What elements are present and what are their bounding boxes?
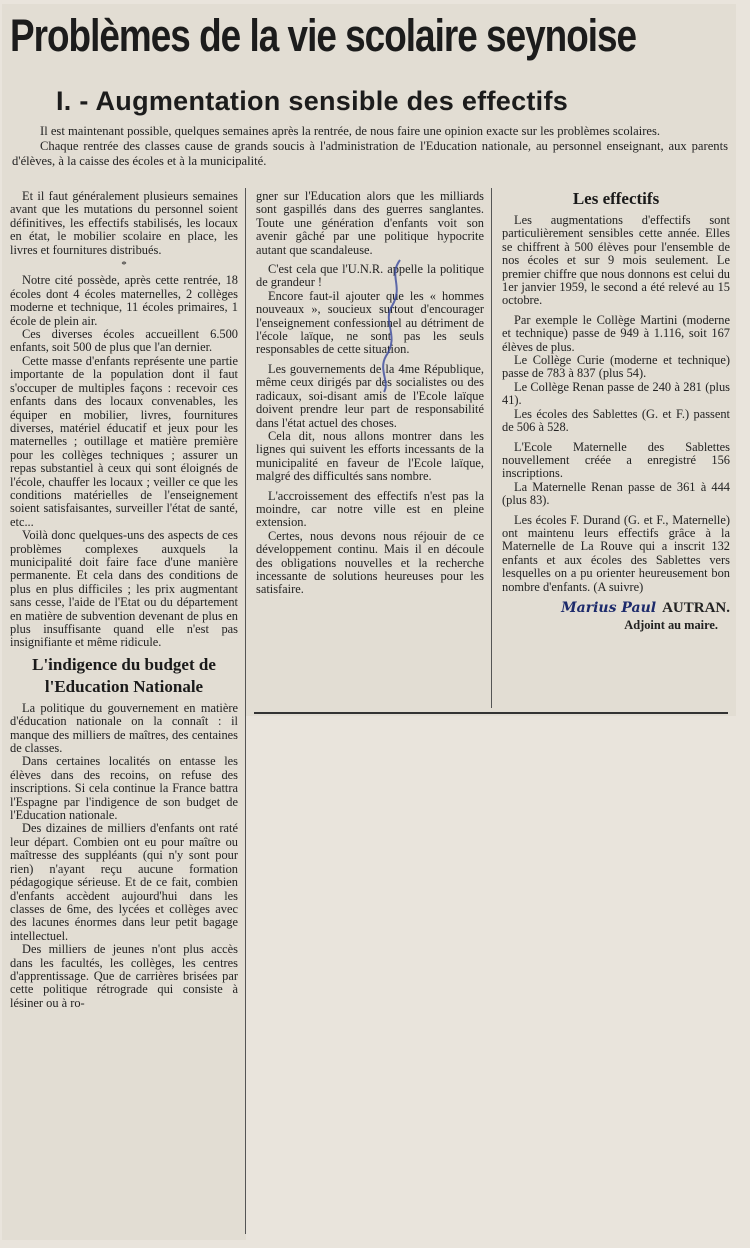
paragraph: Des dizaines de milliers d'enfants ont raté leur départ. Combien ont eu pour maître ou maîtresse des suppléants (qui n'y sont pour rien) n'ayant reçu aucune formation pédagogique sérieuse. Et de ce fait, combien d'enfants accèdent aujourd'hui dans les classes de 6me, des lycées et collèges avec des lacunes énormes dans leur petit bagage intellectuel. — [10, 821, 238, 943]
column-rule — [491, 188, 492, 708]
paragraph: Le Collège Renan passe de 240 à 281 (plus 41). — [502, 379, 730, 408]
paragraph: La politique du gouvernement en matière d'éducation nationale on la connaît : il manque des milliers de maîtres, des centaines de classes. — [10, 700, 238, 756]
bottom-rule — [254, 712, 728, 714]
paragraph: Le Collège Curie (moderne et technique) passe de 783 à 837 (plus 54). — [502, 353, 730, 381]
paragraph: Cette masse d'enfants représente une partie importante de la population dont il faut s'occuper de multiples façons : recevoir ces enfants dans des locaux convenables, les équiper en mobilier, livres, fournitures diverses, matériel éducatif et jeux pour les maternelles ; outillage et matière première pour les collèges techniques ; assurer un repas substantiel à ceux qui sont éloignés de l'école, chauffer les locaux ; veiller ce que les conditions matérielles de l'enseignement soient satisfaisantes, surveiller l'état de santé, etc... — [10, 353, 238, 529]
paragraph: Ces diverses écoles accueillent 6.500 enfants, soit 500 de plus que l'an dernier. — [10, 327, 238, 355]
paragraph: Et il faut généralement plusieurs semaines avant que les mutations du personnel soient définitives, les effectifs stabilisés, les locaux en état, le mobilier scolaire en place, les livres et fournitures distribués. — [10, 189, 238, 257]
article-headline: Problèmes de la vie scolaire seynoise — [10, 10, 637, 61]
continued-note: (A suivre) — [593, 579, 644, 594]
paragraph: Les gouvernements de la 4me République, même ceux dirigés par des socialistes ou des radicaux, soi-disant amis de l'Ecole laïque doivent prendre leur part de responsabilité dans l'état actuel des choses. — [256, 361, 484, 430]
section-heading: Les effectifs — [572, 189, 660, 208]
paragraph: Cela dit, nous allons montrer dans les lignes qui suivent les efforts incessants de la municipalité en faveur de l'Ecole laïque, malgré des difficultés sans nombre. — [256, 428, 484, 484]
intro-paragraph: Il est maintenant possible, quelques semaines après la rentrée, de nous faire une opinion exacte sur les problèmes scolaires. — [40, 124, 661, 138]
section-heading: L'indigence du budget de l'Education Nationale — [32, 654, 216, 696]
paragraph: La Maternelle Renan passe de 361 à 444 (plus 83). — [502, 479, 730, 508]
signature-name: AUTRAN. — [662, 599, 730, 616]
column-3 — [502, 184, 730, 633]
paragraph: L'Ecole Maternelle des Sablettes nouvellement créée a enregistré 156 inscriptions. — [502, 439, 730, 481]
paragraph: Encore faut-il ajouter que les « hommes nouveaux », soucieux surtout d'encourager l'enseignement confessionnel au détriment de l'école laïque, ne sont pas les seuls responsables de cette situation. — [256, 288, 484, 357]
paragraph: Voilà donc quelques-uns des aspects de ces problèmes complexes auxquels la municipalité doit faire face d'une manière permanente. Et cela dans des conditions de plus en plus difficiles ; les prix augmentant sans cesse, l'aide de l'Etat ou du département en matière de subvention devenant de plus en plus insuffisante quand elle n'est pas insignifiante et même ridicule. — [10, 528, 238, 650]
paragraph — [502, 514, 730, 594]
paragraph: L'accroissement des effectifs n'est pas la moindre, car notre ville est en pleine extension. — [256, 488, 484, 530]
paragraph: Des milliers de jeunes n'ont plus accès dans les facultés, les collèges, les centres d'apprentissage. Que de carrières brisées par cette politique rétrograde qui consiste à lésiner ou à ro- — [10, 942, 238, 1010]
paragraph-text: Les écoles F. Durand (G. et F., Maternelle) ont maintenu leurs effectifs grâce à la Maternelle de La Rouve qui a inscrit 132 enfants et aux écoles des Sablettes vers lesquelles on a pu orienter heureusement bon nombre d'enfants. — [502, 512, 730, 594]
paragraph: gner sur l'Education alors que les milliards sont gaspillés dans des guerres sanglantes. Toute une génération d'enfants voit son avenir gâché par une politique hypocrite autant que scandaleuse. — [256, 189, 484, 257]
signature — [502, 599, 730, 616]
paragraph: Dans certaines localités on entasse les élèves dans des recoins, on refuse des inscriptions. Si cela continue la France battra l'Espagne par l'indigence de son budget de l'Education nationale. — [10, 754, 238, 823]
paragraph: Par exemple le Collège Martini (moderne et technique) passe de 949 à 1.116, soit 167 élèves de plus. — [502, 312, 730, 354]
paragraph: Les écoles des Sablettes (G. et F.) passent de 506 à 528. — [502, 406, 730, 435]
column-1 — [10, 190, 238, 1010]
column-rule — [245, 188, 246, 1234]
paragraph: Notre cité possède, après cette rentrée, 18 écoles dont 4 écoles maternelles, 2 collèges moderne et technique, 11 écoles primaires, 1 école de plein air. — [10, 273, 238, 328]
paragraph: Certes, nous devons nous réjouir de ce développement continu. Mais il en découle des obligations nouvelles et la recherche incessante de solutions heureuses pour les satisfaire. — [256, 528, 484, 597]
article-intro — [12, 124, 728, 169]
separator-star: * — [121, 259, 127, 272]
paragraph: C'est cela que l'U.N.R. appelle la politique de grandeur ! — [256, 262, 484, 290]
intro-paragraph: Chaque rentrée des classes cause de grands soucis à l'administration de l'Education nationale, au personnel enseignant, aux parents d'élèves, à la caisse des écoles et à la municipalité. — [12, 139, 728, 168]
handwritten-signature: Marius Paul — [561, 599, 657, 616]
article-subheadline: I. - Augmentation sensible des effectifs — [56, 86, 569, 116]
signature-role: Adjoint au maire. — [624, 618, 718, 633]
paragraph: Les augmentations d'effectifs sont particulièrement sensibles cette année. Elles se chiffrent à 500 élèves pour l'ensemble de nos écoles et sur 9 mois seulement. Le premier chiffre que nous donnons est celui du 1er janvier 1959, le second a été relevé au 15 octobre. — [502, 213, 730, 308]
pen-scribble-mark — [370, 256, 410, 396]
